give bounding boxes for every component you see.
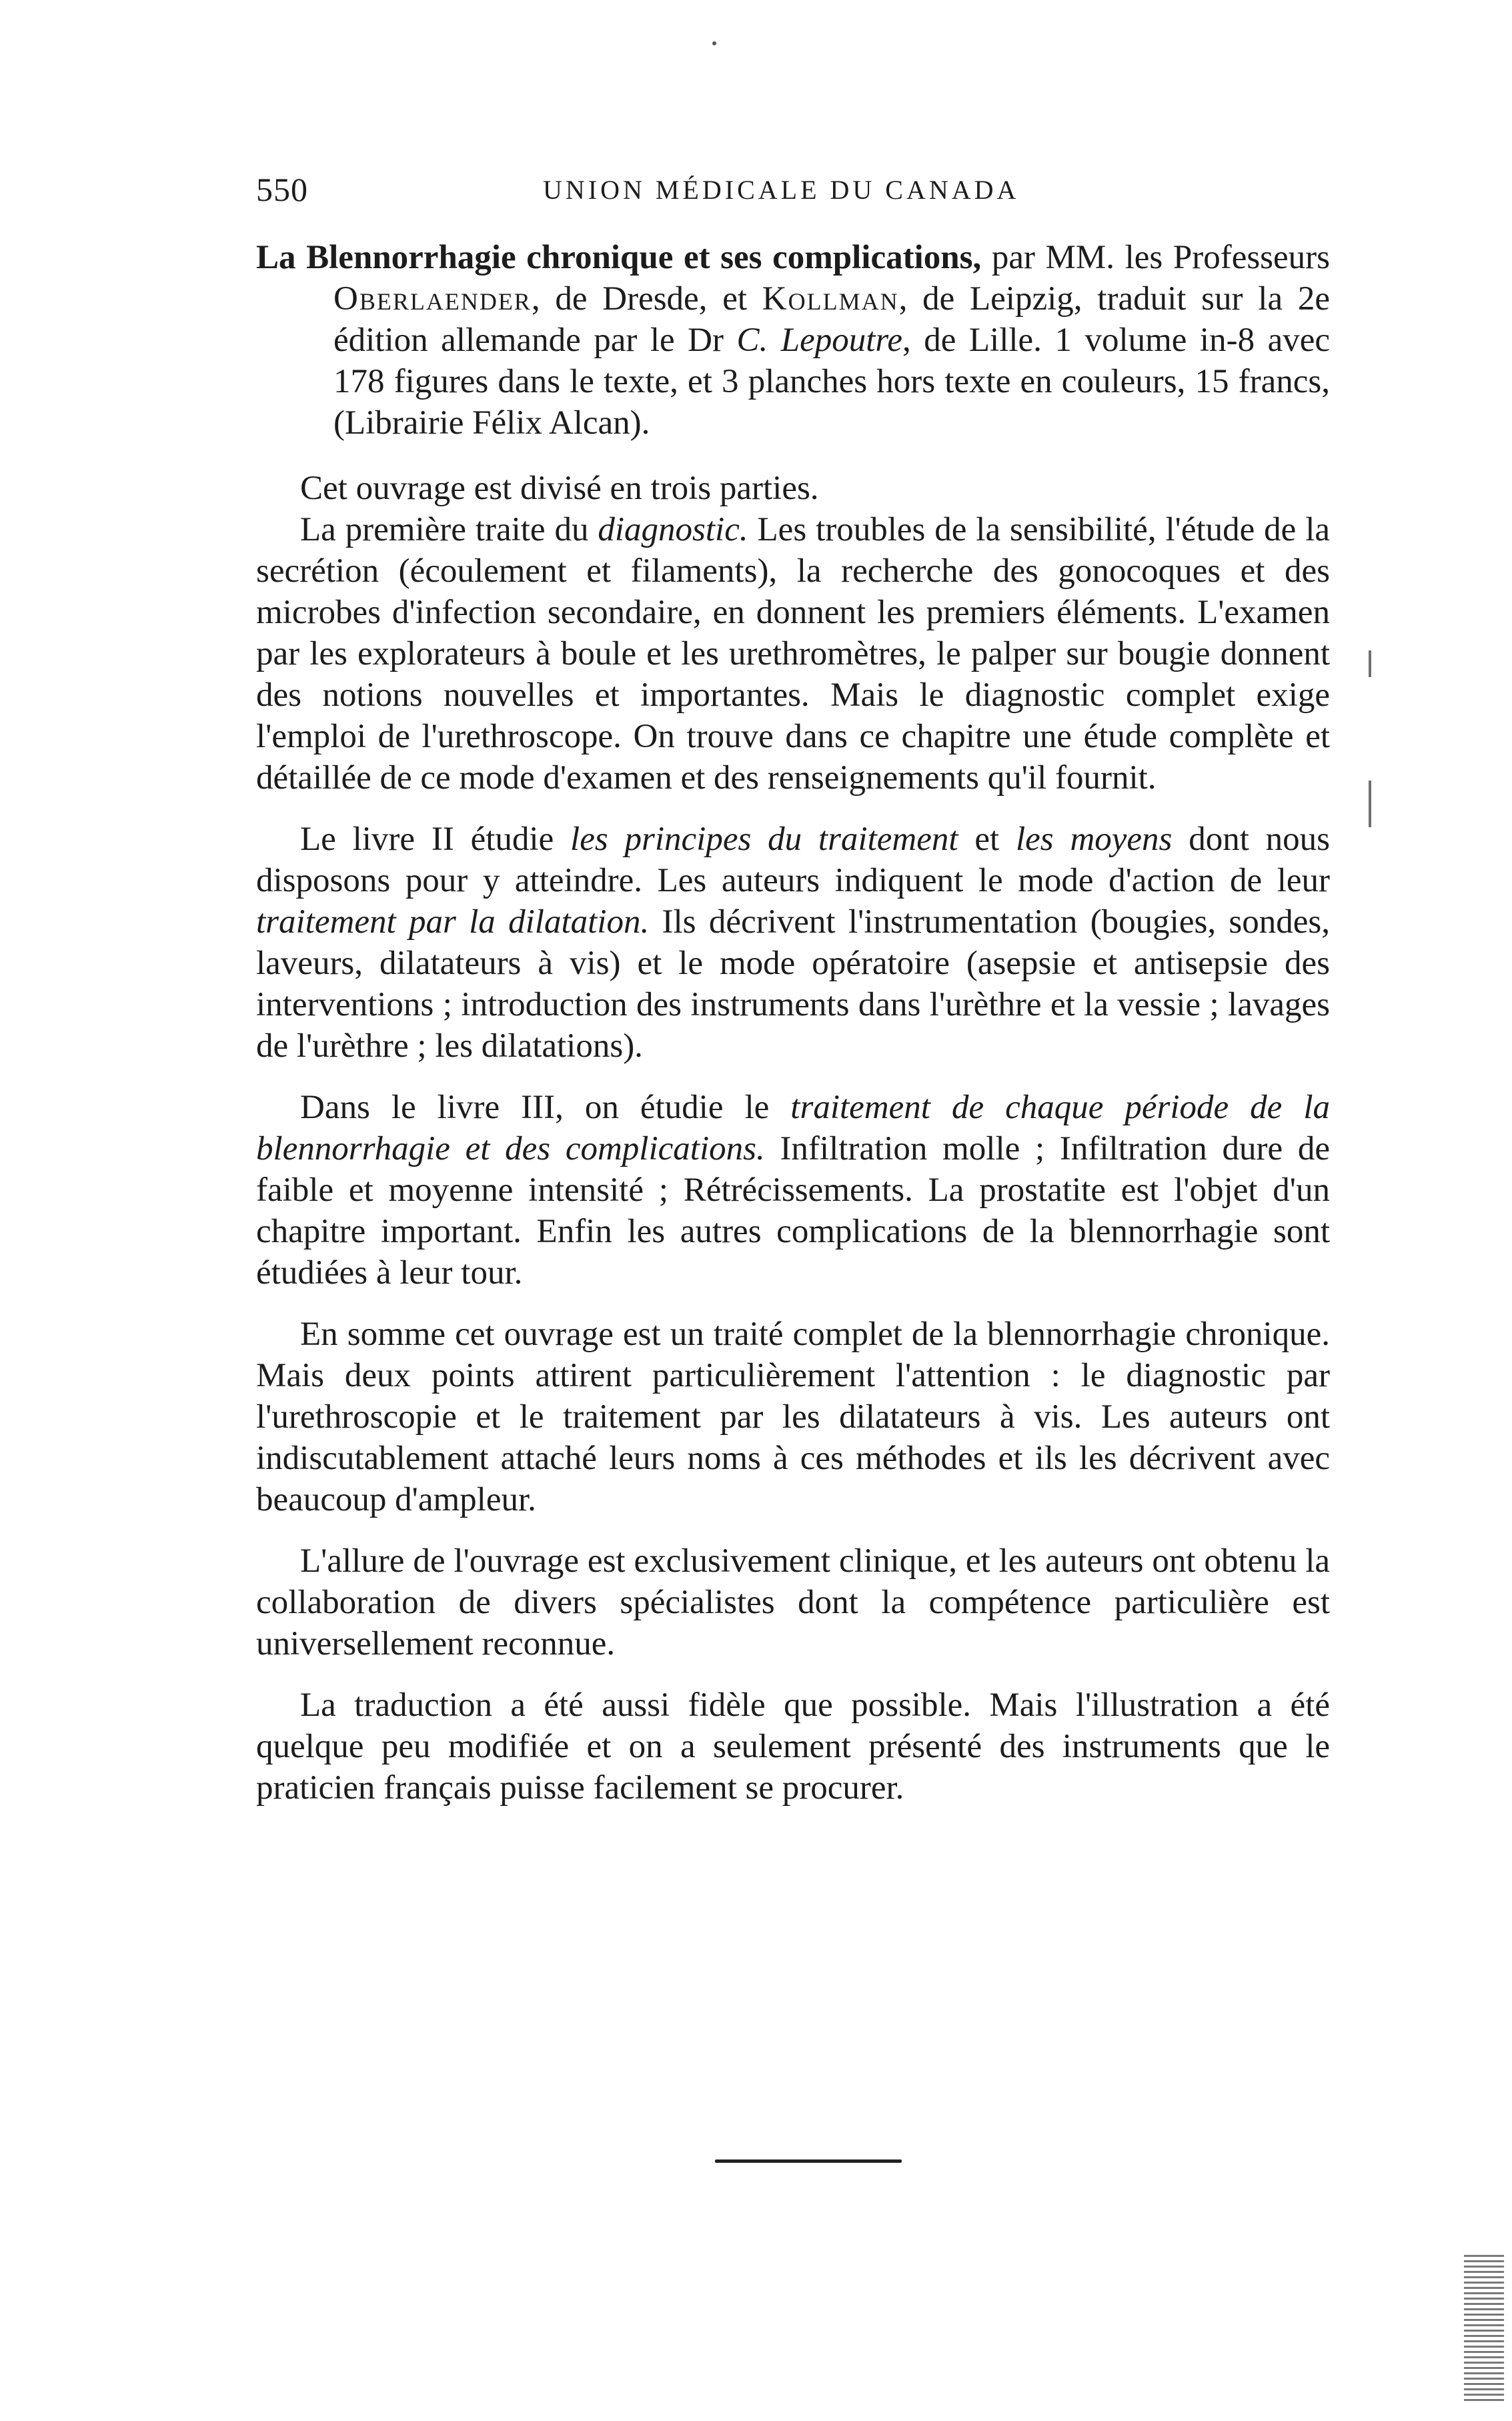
paragraph-book-two [256, 819, 1330, 1067]
text-run: dont nous disposons pour y atteindre. Les auteurs indiquent le mode d'action de leur [256, 821, 1331, 899]
paragraph-clinical: L'allure de l'ouvrage est exclusivement clinique, et les auteurs ont obtenu la collaboration de divers spécialistes dont la compétence particulière est universellement reconnue. [256, 1542, 1330, 1662]
paragraph-intro: Cet ouvrage est divisé en trois parties. [300, 470, 819, 507]
emphasis-principes: les principes du traitement [570, 821, 958, 858]
book-title: La Blennorrhagie chronique et ses complications, [256, 239, 982, 276]
page-number: 550 [256, 171, 308, 208]
text-run: Dans le livre III, on étudie le [300, 1089, 770, 1126]
review-heading [256, 237, 1330, 444]
book-details: , de Lille. 1 volume in-8 avec 178 figures dans le texte, et 3 planches hors texte en couleurs, 15 francs, (Librairie Félix Alcan). [333, 322, 1330, 442]
margin-mark [1369, 650, 1371, 677]
paragraph-summary: En somme cet ouvrage est un traité complet de la blennorrhagie chronique. Mais deux points attirent particulièrement l'attention : le diagnostic par l'urethroscopie et le traitement par les dilatateurs à vis. Les auteurs ont indiscutablement attaché leurs noms à ces méthodes et ils les décrivent avec beaucoup d'ampleur. [256, 1316, 1330, 1518]
text-run: Infiltration molle ; Infiltration dure de faible et moyenne intensité ; Rétrécissements. La prostatite est l'objet d'un chapitre important. Enfin les autres complications de la blennorrhagie sont étudiées à leur tour. [256, 1130, 1331, 1292]
running-title: UNION MÉDICALE DU CANADA [543, 175, 1020, 205]
emphasis-dilatation: traitement par la dilatation. [256, 903, 650, 941]
running-head [256, 170, 1310, 210]
paragraph-book-three [256, 1087, 1330, 1294]
emphasis-traitement: traitement de chaque période de la blennorrhagie et des complications. [256, 1089, 1330, 1167]
text-run: Le livre II étudie [300, 821, 554, 858]
authors-intro: par MM. les Professeurs [991, 239, 1330, 276]
page-body [256, 237, 1330, 1809]
emphasis-diagnostic: diagnostic. [598, 511, 748, 548]
text-run: et [974, 821, 1000, 858]
page-edge-shadow [1464, 2255, 1504, 2402]
paragraph-translation: La traduction a été aussi fidèle que possible. Mais l'illustration a été quelque peu modifiée et on a seulement présenté des instruments que le praticien français puisse facilement se procurer. [256, 1686, 1330, 1807]
author-kollman: Kollman [762, 280, 899, 318]
author-oberlaender: Oberlaender [333, 280, 532, 318]
emphasis-moyens: les moyens [1015, 821, 1173, 858]
author2-place: , de Leipzig, traduit sur la 2e édition allemande par le Dr [333, 280, 1330, 359]
translator-name: C. Lepoutre [736, 322, 902, 359]
margin-mark [1369, 781, 1371, 827]
section-separator [715, 2159, 902, 2163]
text-run: Les troubles de la sensibilité, l'étude de la secrétion (écoulement et filaments), la recherche des gonocoques et des microbes d'infection secondaire, en donnent les premiers éléments. L'examen par les explorateurs à boule et les urethromètres, le palper sur bougie donnent des notions nouvelles et importantes. Mais le diagnostic complet exige l'emploi de l'urethroscope. On trouve dans ce chapitre une étude complète et détaillée de ce mode d'examen et des renseignements qu'il fournit. [256, 511, 1331, 797]
scan-speck [712, 41, 716, 45]
paragraph-diagnostic [256, 509, 1330, 799]
text-run: Ils décrivent l'instrumentation (bougies, sondes, laveurs, dilatateurs à vis) et le mode opératoire (asepsie et antisepsie des interventions ; introduction des instruments dans l'urèthre et la vessie ; lavages de l'urèthre ; les dilatations). [256, 903, 1330, 1065]
text-run: La première traite du [300, 511, 589, 548]
author1-place: , de Dresde, et [531, 280, 747, 318]
